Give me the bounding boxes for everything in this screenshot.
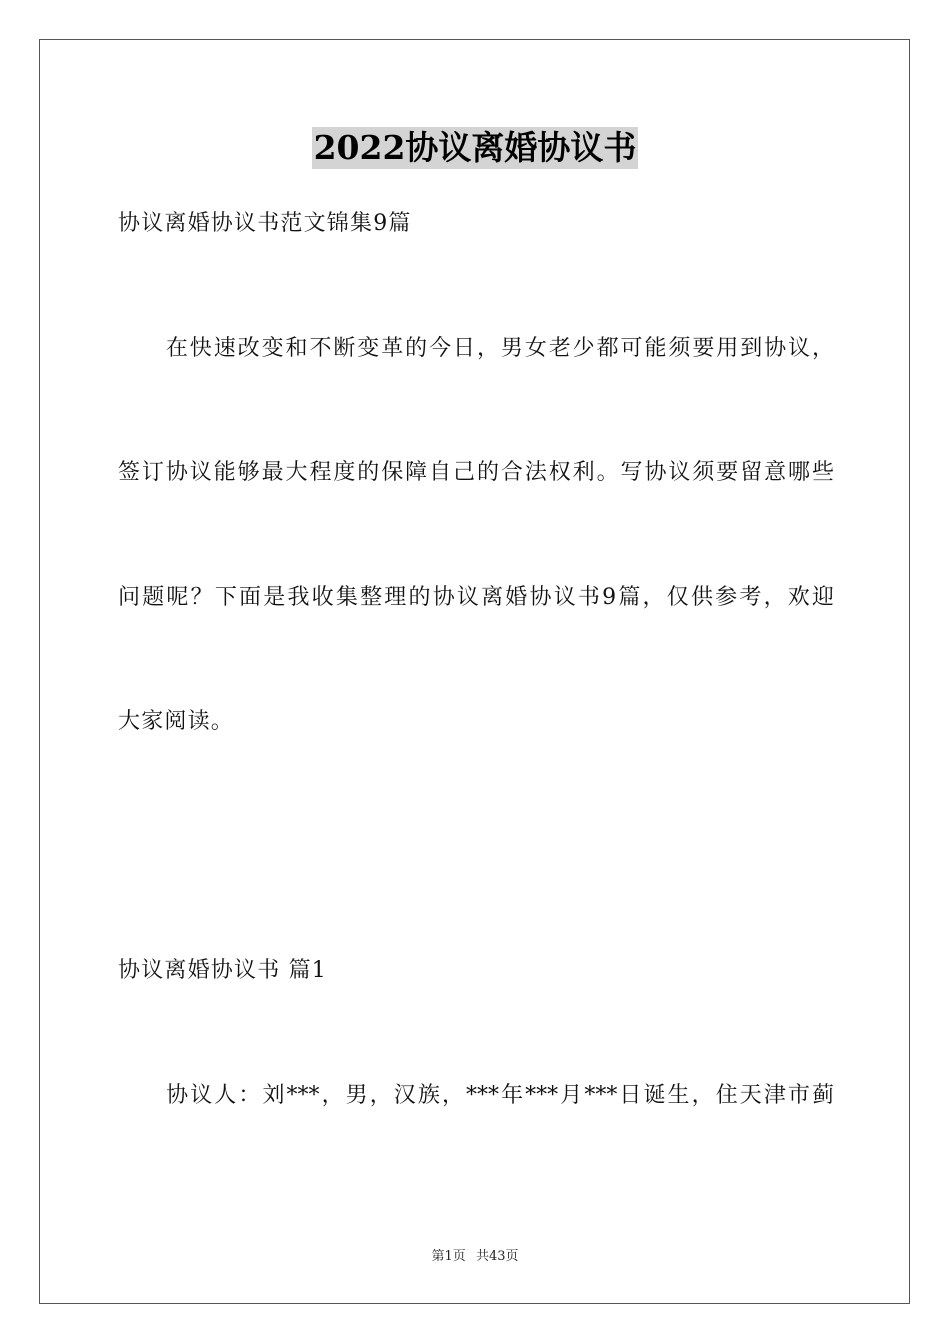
intro-line-3: 问题呢？下面是我收集整理的协议离婚协议书9篇，仅供参考，欢迎 — [118, 585, 834, 610]
section-first-line: 协议人：刘***，男，汉族，***年***月***日诞生，住天津市蓟 — [118, 1083, 834, 1108]
title-container — [0, 127, 950, 169]
intro-line-1: 在快速改变和不断变革的今日，男女老少都可能须要用到协议， — [118, 336, 834, 361]
page-number: 第1页 — [431, 1249, 466, 1264]
page-footer — [0, 1248, 950, 1266]
page-total: 共43页 — [475, 1249, 519, 1264]
document-subtitle: 协议离婚协议书范文锦集9篇 — [118, 211, 412, 236]
section-heading: 协议离婚协议书 篇1 — [118, 958, 327, 983]
intro-line-2: 签订协议能够最大程度的保障自己的合法权利。写协议须要留意哪些 — [118, 460, 834, 485]
document-title: 2022协议离婚协议书 — [313, 128, 637, 167]
intro-line-4: 大家阅读。 — [118, 709, 235, 734]
